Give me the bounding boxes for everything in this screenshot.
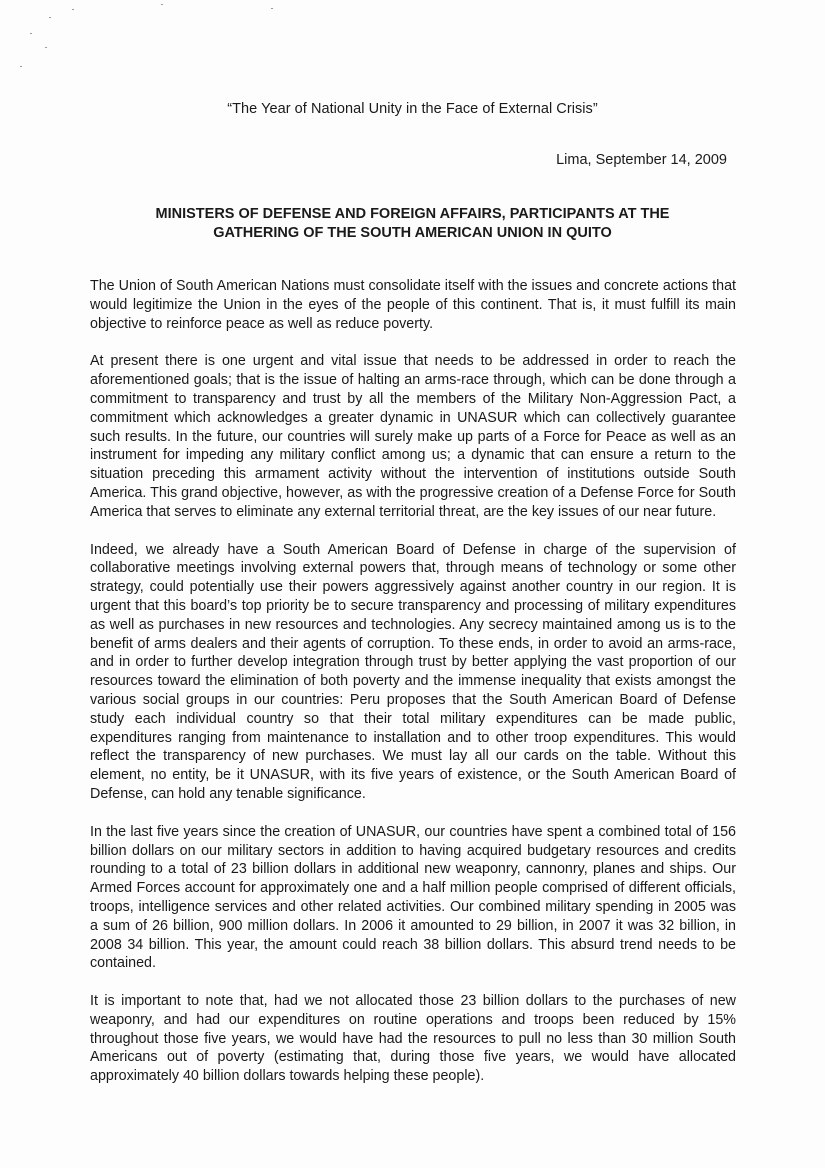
scan-speck	[161, 4, 163, 5]
scan-speck	[72, 9, 74, 10]
paragraph: In the last five years since the creation of UNASUR, our countries have spent a combined total of 156 billion dollars on our military sectors in addition to having acquired budgetary resources and credits rounding to a total of 23 billion dollars in additional new weaponry, cannonry, planes and ships. Our Armed Forces account for approximately one and a half million people comprised of different officials, troops, intelligence services and other related activities. Our combined military spending in 2005 was a sum of 26 billion, 900 million dollars. In 2006 it amounted to 29 billion, in 2007 it was 32 billion, in 2008 34 billion. This year, the amount could reach 38 billion dollars. This absurd trend needs to be contained.	[90, 823, 736, 972]
document-heading	[90, 205, 735, 243]
paragraph: Indeed, we already have a South American Board of Defense in charge of the supervision of collaborative meetings involving external powers that, through means of technology or some other strategy, could potentially use their powers aggressively against another country in our region. It is urgent that this board’s top priority be to secure transparency and processing of military expenditures as well as purchases in new resources and technologies. Any secrecy maintained among us is to the benefit of arms dealers and their agents of corruption. To these ends, in order to avoid an arms-race, and in order to further develop integration through trust by better applying the vast proportion of our resources toward the elimination of both poverty and the immense inequality that exists amongst the various social groups in our countries: Peru proposes that the South American Board of Defense study each individual country so that their total military expenditures can be made public, expenditures ranging from maintenance to installation and to other troop expenditures. This would reflect the transparency of new purchases. We must lay all our cards on the table. Without this element, no entity, be it UNASUR, with its five years of existence, or the South American Board of Defense, can hold any tenable significance.	[90, 541, 736, 802]
document-body	[90, 277, 736, 1105]
paragraph: At present there is one urgent and vital issue that needs to be addressed in order to reach the aforementioned goals; that is the issue of halting an arms-race through, which can be done through a commitment to transparency and trust by all the members of the Military Non-Aggression Pact, a commitment which acknowledges a greater dynamic in UNASUR which can collectively guarantee such results. In the future, our countries will surely make up parts of a Force for Peace as well as an instrument for impeding any military conflict among us; a dynamic that can ensure a return to the situation preceding this armament activity without the intervention of institutions outside South America. This grand objective, however, as with the progressive creation of a Defense Force for South America that serves to eliminate any external territorial threat, are the key issues of our near future.	[90, 353, 736, 520]
scan-speck	[49, 17, 51, 18]
scan-speck	[271, 8, 273, 9]
heading-line-2: GATHERING OF THE SOUTH AMERICAN UNION IN QUITO	[213, 225, 612, 241]
scan-speck	[30, 33, 32, 34]
heading-line-1: MINISTERS OF DEFENSE AND FOREIGN AFFAIRS, PARTICIPANTS AT THE	[155, 206, 670, 222]
document-motto: “The Year of National Unity in the Face of External Crisis”	[227, 101, 598, 117]
paragraph: It is important to note that, had we not allocated those 23 billion dollars to the purchases of new weaponry, and had our expenditures on routine operations and troops been reduced by 15% throughout those five years, we would have had the resources to pull no less than 30 million South Americans out of poverty (estimating that, during those five years, we would have allocated approximately 40 billion dollars towards helping these people).	[90, 993, 736, 1085]
scan-speck	[20, 66, 22, 67]
scan-speck	[45, 47, 47, 48]
paragraph: The Union of South American Nations must consolidate itself with the issues and concrete actions that would legitimize the Union in the eyes of the people of this continent. That is, it must fulfill its main objective to reinforce peace as well as reduce poverty.	[90, 278, 736, 332]
dateline: Lima, September 14, 2009	[556, 152, 727, 168]
